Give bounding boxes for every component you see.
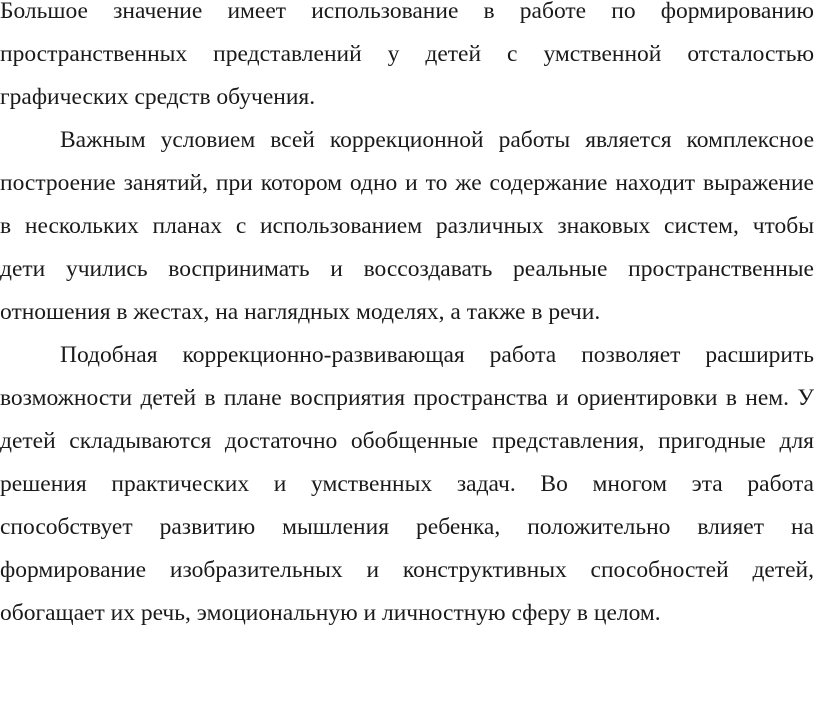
text-line: формирование изобразительных и конструктивных способностей детей, [0,557,814,583]
text-line: Подобная коррекционно-развивающая работа позволяет расширить [60,342,814,368]
paragraph-2 [0,119,814,334]
text-line: построение занятий, при котором одно и то же содержание находит выражение [0,170,814,196]
paragraph-1 [0,0,814,119]
text-line: графических средств обучения. [0,84,316,110]
text-line: обогащает их речь, эмоциональную и личностную сферу в целом. [0,600,661,626]
text-line: Большое значение имеет использование в работе по формированию [0,0,814,24]
text-line: возможности детей в плане восприятия пространства и ориентировки в нем. У [0,385,814,411]
text-line: решения практических и умственных задач. Во многом эта работа [0,471,814,497]
text-line: пространственных представлений у детей с умственной отсталостью [0,41,814,67]
text-line: детей складываются достаточно обобщенные представления, пригодные для [0,428,814,454]
text-line: дети учились воспринимать и воссоздавать реальные пространственные [0,256,814,282]
text-line: Важным условием всей коррекционной работы является комплексное [60,127,814,153]
paragraph-3 [0,334,814,635]
text-line: отношения в жестах, на наглядных моделях, а также в речи. [0,299,601,325]
text-line: в нескольких планах с использованием различных знаковых систем, чтобы [0,213,814,239]
text-line: способствует развитию мышления ребенка, положительно влияет на [0,514,814,540]
